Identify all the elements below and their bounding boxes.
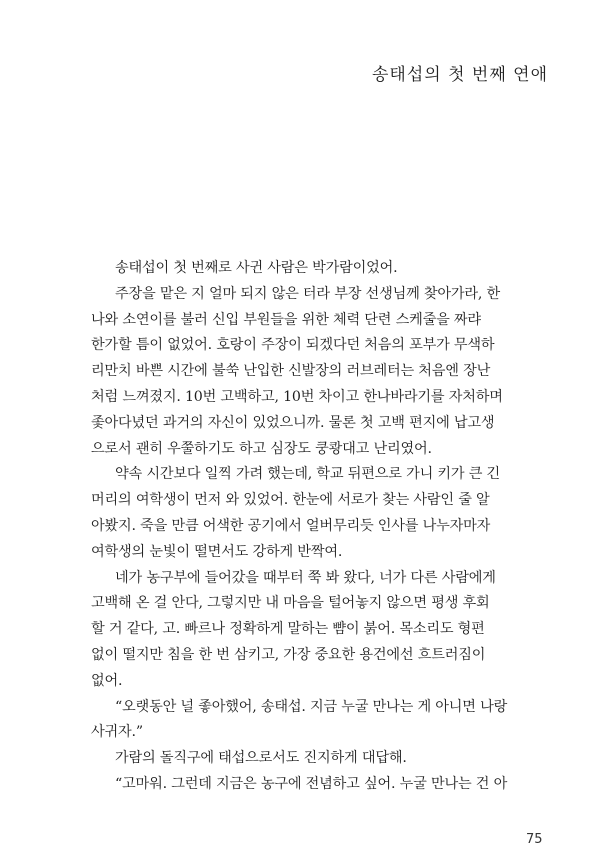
text-line: “고마워. 그런데 지금은 농구에 전념하고 싶어. 누굴 만나는 건 아 — [115, 775, 508, 792]
text-line: 송태섭이 첫 번째로 사귄 사람은 박가람이었어. — [115, 260, 398, 276]
text-line: 주장을 맡은 지 얼마 되지 않은 터라 부장 선생님께 찾아가라, 한 — [115, 285, 501, 302]
body-text — [91, 256, 551, 798]
text-line: 사귀자.” — [91, 724, 143, 741]
text-line: 고백해 온 걸 안다, 그렇지만 내 마음을 털어놓지 않으면 평생 후회 — [91, 595, 490, 612]
text-line: 여학생의 눈빛이 떨면서도 강하게 반짝여. — [91, 543, 343, 560]
text-line: 없이 떨지만 침을 한 번 삼키고, 가장 중요한 용건에선 흐트러짐이 — [91, 646, 486, 663]
text-line: 처럼 느껴졌지. 10번 고백하고, 10번 차이고 한나바라기를 자처하며 — [91, 388, 503, 405]
text-line: 나와 소연이를 불러 신입 부원들을 위한 체력 단련 스케줄을 짜랴 — [91, 311, 481, 328]
text-line: 으로서 괜히 우쭐하기도 하고 심장도 쿵쾅대고 난리였어. — [91, 440, 432, 457]
text-line: 없어. — [91, 672, 123, 689]
text-line: 가람의 돌직구에 태섭으로서도 진지하게 대답해. — [115, 750, 407, 767]
text-line: 머리의 여학생이 먼저 와 있었어. 한눈에 서로가 찾는 사람인 줄 알 — [91, 492, 490, 509]
text-line: 네가 농구부에 들어갔을 때부터 쭉 봐 왔다, 너가 다른 사람에게 — [115, 569, 496, 586]
text-line: 아봤지. 죽을 만큼 어색한 공기에서 얼버무리듯 인사를 나누자마자 — [91, 517, 491, 534]
text-line: “오랫동안 널 좋아했어, 송태섭. 지금 누굴 만나는 게 아니면 나랑 — [115, 698, 508, 715]
text-line: 리만치 바쁜 시간에 불쑥 난입한 신발장의 러브레터는 처음엔 장난 — [91, 363, 491, 380]
text-line: 한가할 틈이 없었어. 호랑이 주장이 되겠다던 처음의 포부가 무색하 — [91, 337, 495, 354]
text-line: 약속 시간보다 일찍 가려 했는데, 학교 뒤편으로 가니 키가 큰 긴 — [115, 466, 501, 483]
text-line: 할 거 같다, 고. 빠르나 정확하게 말하는 뺨이 붉어. 목소리도 형편 — [91, 621, 485, 638]
page-header-title: 송태섭의 첫 번째 연애 — [371, 65, 548, 85]
text-line: 좇아다녔던 과거의 자신이 있었으니까. 물론 첫 고백 편지에 납고생 — [91, 414, 495, 431]
page-number: 75 — [526, 832, 543, 847]
